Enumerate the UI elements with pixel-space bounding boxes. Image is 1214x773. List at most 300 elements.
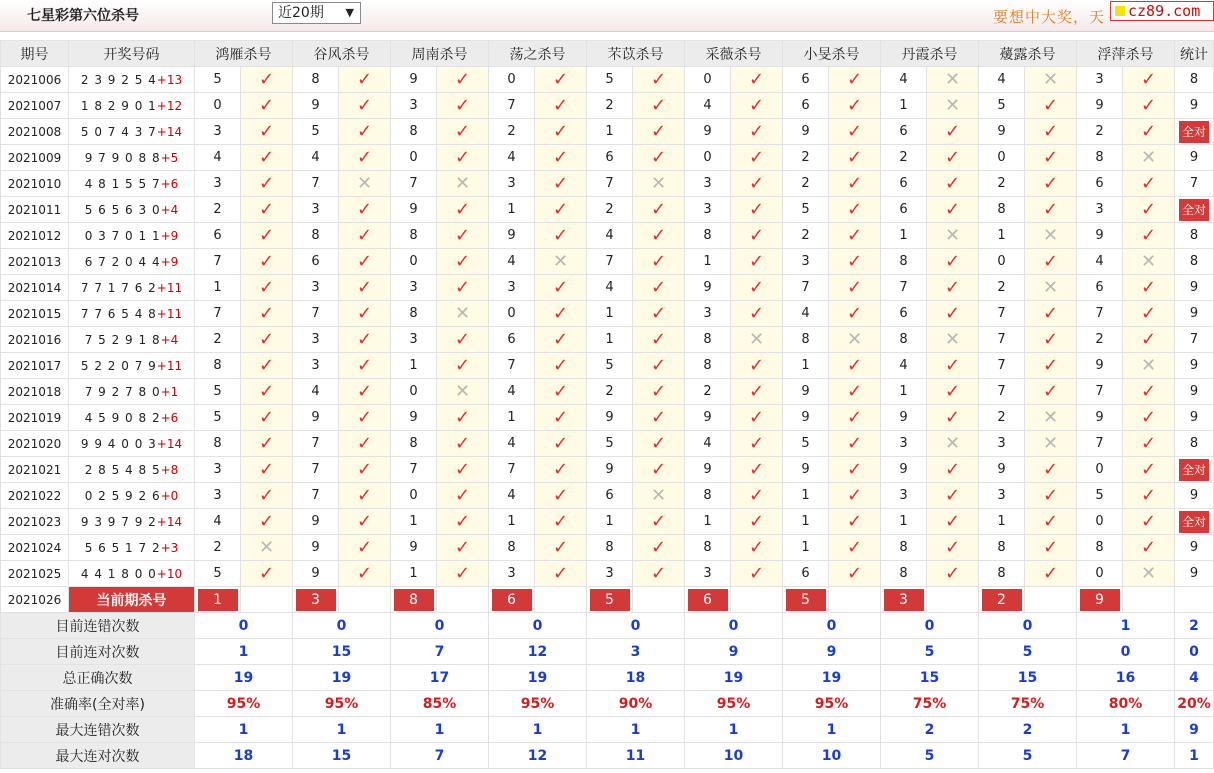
check-icon: ✓ <box>535 171 587 197</box>
period-select[interactable] <box>272 2 361 24</box>
kill-number: 2 <box>783 223 829 249</box>
column-header-expert[interactable]: 小旻杀号 <box>783 41 881 67</box>
kill-number: 3 <box>979 483 1025 509</box>
kill-number: 7 <box>979 301 1025 327</box>
check-icon: ✓ <box>1123 223 1175 249</box>
stats-value: 1 <box>685 717 783 743</box>
kill-number: 8 <box>685 353 731 379</box>
kill-number: 7 <box>195 249 241 275</box>
period-id: 2021014 <box>1 275 69 301</box>
check-icon: ✓ <box>927 483 979 509</box>
check-icon: ✓ <box>633 145 685 171</box>
check-icon: ✓ <box>339 405 391 431</box>
period-id: 2021024 <box>1 535 69 561</box>
column-header-expert[interactable]: 鸿雁杀号 <box>195 41 293 67</box>
period-id: 2021007 <box>1 93 69 119</box>
check-icon: ✓ <box>437 93 489 119</box>
kill-number: 2 <box>1077 119 1123 145</box>
draw-sum: +9 <box>160 228 179 243</box>
kill-number: 9 <box>1077 405 1123 431</box>
current-kill-number: 3 <box>296 589 336 611</box>
check-icon: ✓ <box>339 67 391 93</box>
stats-value: 17 <box>391 665 489 691</box>
current-kill-label: 当前期杀号 <box>69 587 195 613</box>
kill-number: 7 <box>293 301 339 327</box>
column-header-expert[interactable]: 芣苡杀号 <box>587 41 685 67</box>
kill-number: 6 <box>1077 171 1123 197</box>
kill-number: 1 <box>195 275 241 301</box>
check-icon: ✓ <box>241 431 293 457</box>
kill-number: 1 <box>587 301 633 327</box>
table-row <box>1 431 1214 457</box>
stats-value: 1 <box>195 639 293 665</box>
check-icon: ✓ <box>241 353 293 379</box>
check-icon: ✓ <box>1123 119 1175 145</box>
kill-number: 2 <box>783 171 829 197</box>
stats-value: 80% <box>1077 691 1175 717</box>
stats-value: 15 <box>979 665 1077 691</box>
kill-number: 3 <box>391 327 437 353</box>
kill-number: 9 <box>783 119 829 145</box>
column-header-expert[interactable]: 周南杀号 <box>391 41 489 67</box>
draw-digits: 7 5 2 9 1 8 <box>84 332 161 347</box>
check-icon: ✓ <box>927 405 979 431</box>
check-icon: ✓ <box>535 561 587 587</box>
stats-total: 0 <box>1175 639 1214 665</box>
period-id: 2021021 <box>1 457 69 483</box>
check-icon: ✓ <box>927 171 979 197</box>
check-icon: ✓ <box>535 405 587 431</box>
check-icon: ✓ <box>437 249 489 275</box>
current-kill-blank <box>1025 587 1077 613</box>
kill-number: 2 <box>587 197 633 223</box>
stats-value: 95% <box>195 691 293 717</box>
draw-numbers <box>69 197 195 223</box>
draw-digits: 0 2 5 9 2 6 <box>84 488 161 503</box>
kill-number: 0 <box>685 145 731 171</box>
kill-number: 5 <box>587 431 633 457</box>
kill-number: 3 <box>489 171 535 197</box>
draw-numbers <box>69 301 195 327</box>
current-kill-cell <box>979 587 1025 613</box>
draw-sum: +0 <box>160 488 179 503</box>
kill-number: 1 <box>489 405 535 431</box>
check-icon: ✓ <box>1025 509 1077 535</box>
draw-digits: 9 3 9 7 9 2 <box>80 514 157 529</box>
draw-numbers <box>69 509 195 535</box>
draw-numbers <box>69 145 195 171</box>
stats-value: 95% <box>685 691 783 717</box>
draw-sum: +11 <box>156 358 183 373</box>
draw-digits: 5 2 2 0 7 9 <box>80 358 157 373</box>
row-stat: 9 <box>1175 405 1214 431</box>
kill-number: 1 <box>489 509 535 535</box>
current-kill-blank <box>829 587 881 613</box>
kill-number: 6 <box>1077 275 1123 301</box>
kill-number: 3 <box>979 431 1025 457</box>
table-row <box>1 457 1214 483</box>
check-icon: ✓ <box>339 561 391 587</box>
kill-number: 3 <box>685 301 731 327</box>
stats-value: 9 <box>783 639 881 665</box>
stats-value: 1 <box>1077 717 1175 743</box>
check-icon: ✓ <box>633 535 685 561</box>
check-icon: ✓ <box>731 509 783 535</box>
kill-number: 8 <box>1077 535 1123 561</box>
check-icon: ✓ <box>1123 509 1175 535</box>
draw-sum: +14 <box>156 124 183 139</box>
kill-number: 7 <box>1077 431 1123 457</box>
kill-number: 6 <box>195 223 241 249</box>
column-header-expert[interactable]: 荡之杀号 <box>489 41 587 67</box>
kill-number: 2 <box>881 145 927 171</box>
cross-icon: ✕ <box>1123 561 1175 587</box>
check-icon: ✓ <box>437 145 489 171</box>
kill-number: 6 <box>587 483 633 509</box>
check-icon: ✓ <box>927 301 979 327</box>
period-id: 2021013 <box>1 249 69 275</box>
cross-icon: ✕ <box>1025 405 1077 431</box>
kill-number: 3 <box>587 561 633 587</box>
kill-number: 1 <box>881 379 927 405</box>
kill-number: 4 <box>881 67 927 93</box>
kill-number: 3 <box>685 171 731 197</box>
check-icon: ✓ <box>535 301 587 327</box>
page-title: 七星彩第六位杀号 <box>27 8 139 24</box>
current-stat-blank <box>1175 587 1214 613</box>
check-icon: ✓ <box>1025 379 1077 405</box>
check-icon: ✓ <box>829 457 881 483</box>
stats-value: 7 <box>391 639 489 665</box>
current-kill-blank <box>731 587 783 613</box>
check-icon: ✓ <box>633 93 685 119</box>
current-kill-cell <box>587 587 633 613</box>
stats-value: 0 <box>587 613 685 639</box>
kill-number: 5 <box>783 431 829 457</box>
check-icon: ✓ <box>535 197 587 223</box>
cross-icon: ✕ <box>633 171 685 197</box>
kill-number: 8 <box>391 431 437 457</box>
stats-value: 95% <box>293 691 391 717</box>
kill-number: 9 <box>391 405 437 431</box>
draw-sum: +3 <box>160 540 179 555</box>
check-icon: ✓ <box>241 483 293 509</box>
check-icon: ✓ <box>241 301 293 327</box>
stats-value: 19 <box>783 665 881 691</box>
column-header-expert[interactable]: 浮萍杀号 <box>1077 41 1175 67</box>
kill-number: 9 <box>293 93 339 119</box>
check-icon: ✓ <box>437 561 489 587</box>
draw-digits: 1 8 2 9 0 1 <box>80 98 157 113</box>
slogan-link[interactable]: 要想中大奖，天 <box>993 8 1106 26</box>
kill-number: 5 <box>1077 483 1123 509</box>
check-icon: ✓ <box>1025 561 1077 587</box>
check-icon: ✓ <box>1025 171 1077 197</box>
chevron-down-icon: ▼ <box>345 6 354 19</box>
column-header-expert[interactable]: 丹霞杀号 <box>881 41 979 67</box>
check-icon: ✓ <box>731 119 783 145</box>
draw-digits: 4 4 1 8 0 0 <box>80 566 157 581</box>
kill-number: 0 <box>489 301 535 327</box>
kill-number: 9 <box>783 405 829 431</box>
draw-digits: 9 7 9 0 8 8 <box>84 150 161 165</box>
kill-number: 8 <box>489 535 535 561</box>
check-icon: ✓ <box>1025 119 1077 145</box>
check-icon: ✓ <box>339 535 391 561</box>
kill-number: 3 <box>783 249 829 275</box>
period-id: 2021009 <box>1 145 69 171</box>
cross-icon: ✕ <box>927 223 979 249</box>
check-icon: ✓ <box>339 249 391 275</box>
draw-digits: 4 5 9 0 8 2 <box>84 410 161 425</box>
check-icon: ✓ <box>535 509 587 535</box>
table-row <box>1 93 1214 119</box>
stats-value: 15 <box>293 743 391 769</box>
check-icon: ✓ <box>339 327 391 353</box>
kill-number: 2 <box>489 119 535 145</box>
kill-number: 3 <box>685 197 731 223</box>
logo-square-icon <box>1115 6 1125 16</box>
check-icon: ✓ <box>633 301 685 327</box>
check-icon: ✓ <box>1123 431 1175 457</box>
kill-number: 6 <box>293 249 339 275</box>
stats-row <box>1 691 1214 717</box>
column-header-expert[interactable]: 采薇杀号 <box>685 41 783 67</box>
check-icon: ✓ <box>535 431 587 457</box>
stats-value: 0 <box>1077 639 1175 665</box>
draw-numbers <box>69 353 195 379</box>
check-icon: ✓ <box>731 405 783 431</box>
period-id: 2021010 <box>1 171 69 197</box>
check-icon: ✓ <box>1123 171 1175 197</box>
stats-value: 2 <box>881 717 979 743</box>
table-row <box>1 119 1214 145</box>
kill-number: 3 <box>1077 67 1123 93</box>
check-icon: ✓ <box>633 353 685 379</box>
check-icon: ✓ <box>829 561 881 587</box>
kill-number: 3 <box>391 275 437 301</box>
check-icon: ✓ <box>1123 457 1175 483</box>
kill-number: 9 <box>881 405 927 431</box>
kill-number: 9 <box>587 405 633 431</box>
cross-icon: ✕ <box>633 483 685 509</box>
kill-number: 2 <box>195 197 241 223</box>
kill-number: 5 <box>195 67 241 93</box>
row-stat: 9 <box>1175 145 1214 171</box>
check-icon: ✓ <box>1123 301 1175 327</box>
kill-number: 1 <box>391 561 437 587</box>
kill-number: 4 <box>587 275 633 301</box>
check-icon: ✓ <box>633 67 685 93</box>
kill-number: 9 <box>391 197 437 223</box>
kill-number: 9 <box>685 405 731 431</box>
table-row <box>1 483 1214 509</box>
draw-sum: +5 <box>160 150 179 165</box>
period-id: 2021017 <box>1 353 69 379</box>
draw-digits: 7 9 2 7 8 0 <box>84 384 161 399</box>
kill-number: 3 <box>391 93 437 119</box>
stats-value: 1 <box>587 717 685 743</box>
stats-total: 2 <box>1175 613 1214 639</box>
check-icon: ✓ <box>731 145 783 171</box>
period-id: 2021006 <box>1 67 69 93</box>
kill-number: 6 <box>783 93 829 119</box>
check-icon: ✓ <box>633 249 685 275</box>
draw-numbers <box>69 223 195 249</box>
check-icon: ✓ <box>1025 353 1077 379</box>
current-kill-cell <box>489 587 535 613</box>
check-icon: ✓ <box>927 561 979 587</box>
cross-icon: ✕ <box>927 93 979 119</box>
stats-value: 1 <box>783 717 881 743</box>
check-icon: ✓ <box>829 171 881 197</box>
draw-sum: +11 <box>156 280 183 295</box>
cross-icon: ✕ <box>927 67 979 93</box>
table-row <box>1 379 1214 405</box>
stats-value: 5 <box>979 639 1077 665</box>
kill-number: 3 <box>293 197 339 223</box>
kill-number: 9 <box>1077 223 1123 249</box>
current-kill-blank <box>437 587 489 613</box>
current-kill-cell <box>881 587 927 613</box>
stats-value: 7 <box>1077 743 1175 769</box>
kill-number: 6 <box>881 301 927 327</box>
draw-sum: +4 <box>160 332 179 347</box>
check-icon: ✓ <box>927 197 979 223</box>
kill-number: 3 <box>881 483 927 509</box>
stats-value: 16 <box>1077 665 1175 691</box>
draw-numbers <box>69 249 195 275</box>
kill-number: 8 <box>391 301 437 327</box>
check-icon: ✓ <box>927 535 979 561</box>
check-icon: ✓ <box>437 535 489 561</box>
cross-icon: ✕ <box>731 327 783 353</box>
draw-numbers <box>69 119 195 145</box>
check-icon: ✓ <box>633 275 685 301</box>
check-icon: ✓ <box>633 561 685 587</box>
stats-label: 总正确次数 <box>1 665 195 691</box>
check-icon: ✓ <box>1025 457 1077 483</box>
site-logo[interactable] <box>1110 1 1214 21</box>
kill-number: 9 <box>293 405 339 431</box>
table-row <box>1 535 1214 561</box>
kill-number: 9 <box>685 119 731 145</box>
cross-icon: ✕ <box>241 535 293 561</box>
check-icon: ✓ <box>731 171 783 197</box>
kill-number: 8 <box>293 67 339 93</box>
period-id: 2021020 <box>1 431 69 457</box>
stats-value: 5 <box>881 743 979 769</box>
kill-number: 8 <box>881 327 927 353</box>
kill-number: 1 <box>391 353 437 379</box>
cross-icon: ✕ <box>339 171 391 197</box>
kill-number: 4 <box>195 145 241 171</box>
kill-number: 4 <box>489 379 535 405</box>
kill-number: 8 <box>587 535 633 561</box>
kill-number: 7 <box>881 275 927 301</box>
stats-value: 15 <box>293 639 391 665</box>
draw-digits: 9 9 4 0 0 3 <box>80 436 157 451</box>
check-icon: ✓ <box>829 379 881 405</box>
column-header-expert[interactable]: 谷风杀号 <box>293 41 391 67</box>
kill-number: 0 <box>391 483 437 509</box>
kill-number: 7 <box>1077 379 1123 405</box>
kill-number: 9 <box>587 457 633 483</box>
kill-number: 3 <box>293 275 339 301</box>
kill-number: 0 <box>391 145 437 171</box>
check-icon: ✓ <box>1123 535 1175 561</box>
row-stat: 9 <box>1175 275 1214 301</box>
check-icon: ✓ <box>1123 327 1175 353</box>
period-id: 2021008 <box>1 119 69 145</box>
check-icon: ✓ <box>241 327 293 353</box>
check-icon: ✓ <box>829 93 881 119</box>
check-icon: ✓ <box>241 509 293 535</box>
draw-sum: +1 <box>160 384 179 399</box>
kill-number: 8 <box>195 353 241 379</box>
kill-number: 0 <box>1077 457 1123 483</box>
check-icon: ✓ <box>829 301 881 327</box>
cross-icon: ✕ <box>1025 223 1077 249</box>
check-icon: ✓ <box>1025 145 1077 171</box>
current-kill-blank <box>535 587 587 613</box>
check-icon: ✓ <box>633 119 685 145</box>
column-header-expert[interactable]: 蕿露杀号 <box>979 41 1077 67</box>
period-id: 2021018 <box>1 379 69 405</box>
kill-number: 8 <box>685 223 731 249</box>
kill-number: 8 <box>391 119 437 145</box>
kill-number: 4 <box>587 223 633 249</box>
kill-number: 1 <box>783 509 829 535</box>
kill-number: 8 <box>195 431 241 457</box>
check-icon: ✓ <box>339 145 391 171</box>
check-icon: ✓ <box>633 197 685 223</box>
kill-number: 2 <box>979 405 1025 431</box>
kill-number: 6 <box>881 119 927 145</box>
kill-number: 9 <box>685 275 731 301</box>
check-icon: ✓ <box>731 93 783 119</box>
kill-number: 1 <box>391 509 437 535</box>
kill-number: 8 <box>391 223 437 249</box>
stats-row <box>1 743 1214 769</box>
kill-number: 2 <box>587 93 633 119</box>
current-kill-blank <box>241 587 293 613</box>
stats-value: 95% <box>489 691 587 717</box>
check-icon: ✓ <box>437 223 489 249</box>
current-kill-cell <box>293 587 339 613</box>
row-stat: 9 <box>1175 379 1214 405</box>
kill-number: 4 <box>489 431 535 457</box>
kill-number: 0 <box>979 145 1025 171</box>
check-icon: ✓ <box>339 223 391 249</box>
kill-number: 1 <box>685 509 731 535</box>
current-period-row <box>1 587 1214 613</box>
kill-number: 3 <box>195 483 241 509</box>
check-icon: ✓ <box>1123 93 1175 119</box>
period-id: 2021016 <box>1 327 69 353</box>
kill-number: 5 <box>587 353 633 379</box>
kill-number: 9 <box>685 457 731 483</box>
kill-number: 1 <box>881 509 927 535</box>
draw-sum: +11 <box>156 306 183 321</box>
draw-numbers <box>69 379 195 405</box>
check-icon: ✓ <box>633 431 685 457</box>
check-icon: ✓ <box>339 431 391 457</box>
check-icon: ✓ <box>339 301 391 327</box>
table-row <box>1 223 1214 249</box>
stats-label: 目前连对次数 <box>1 639 195 665</box>
kill-number: 0 <box>195 93 241 119</box>
